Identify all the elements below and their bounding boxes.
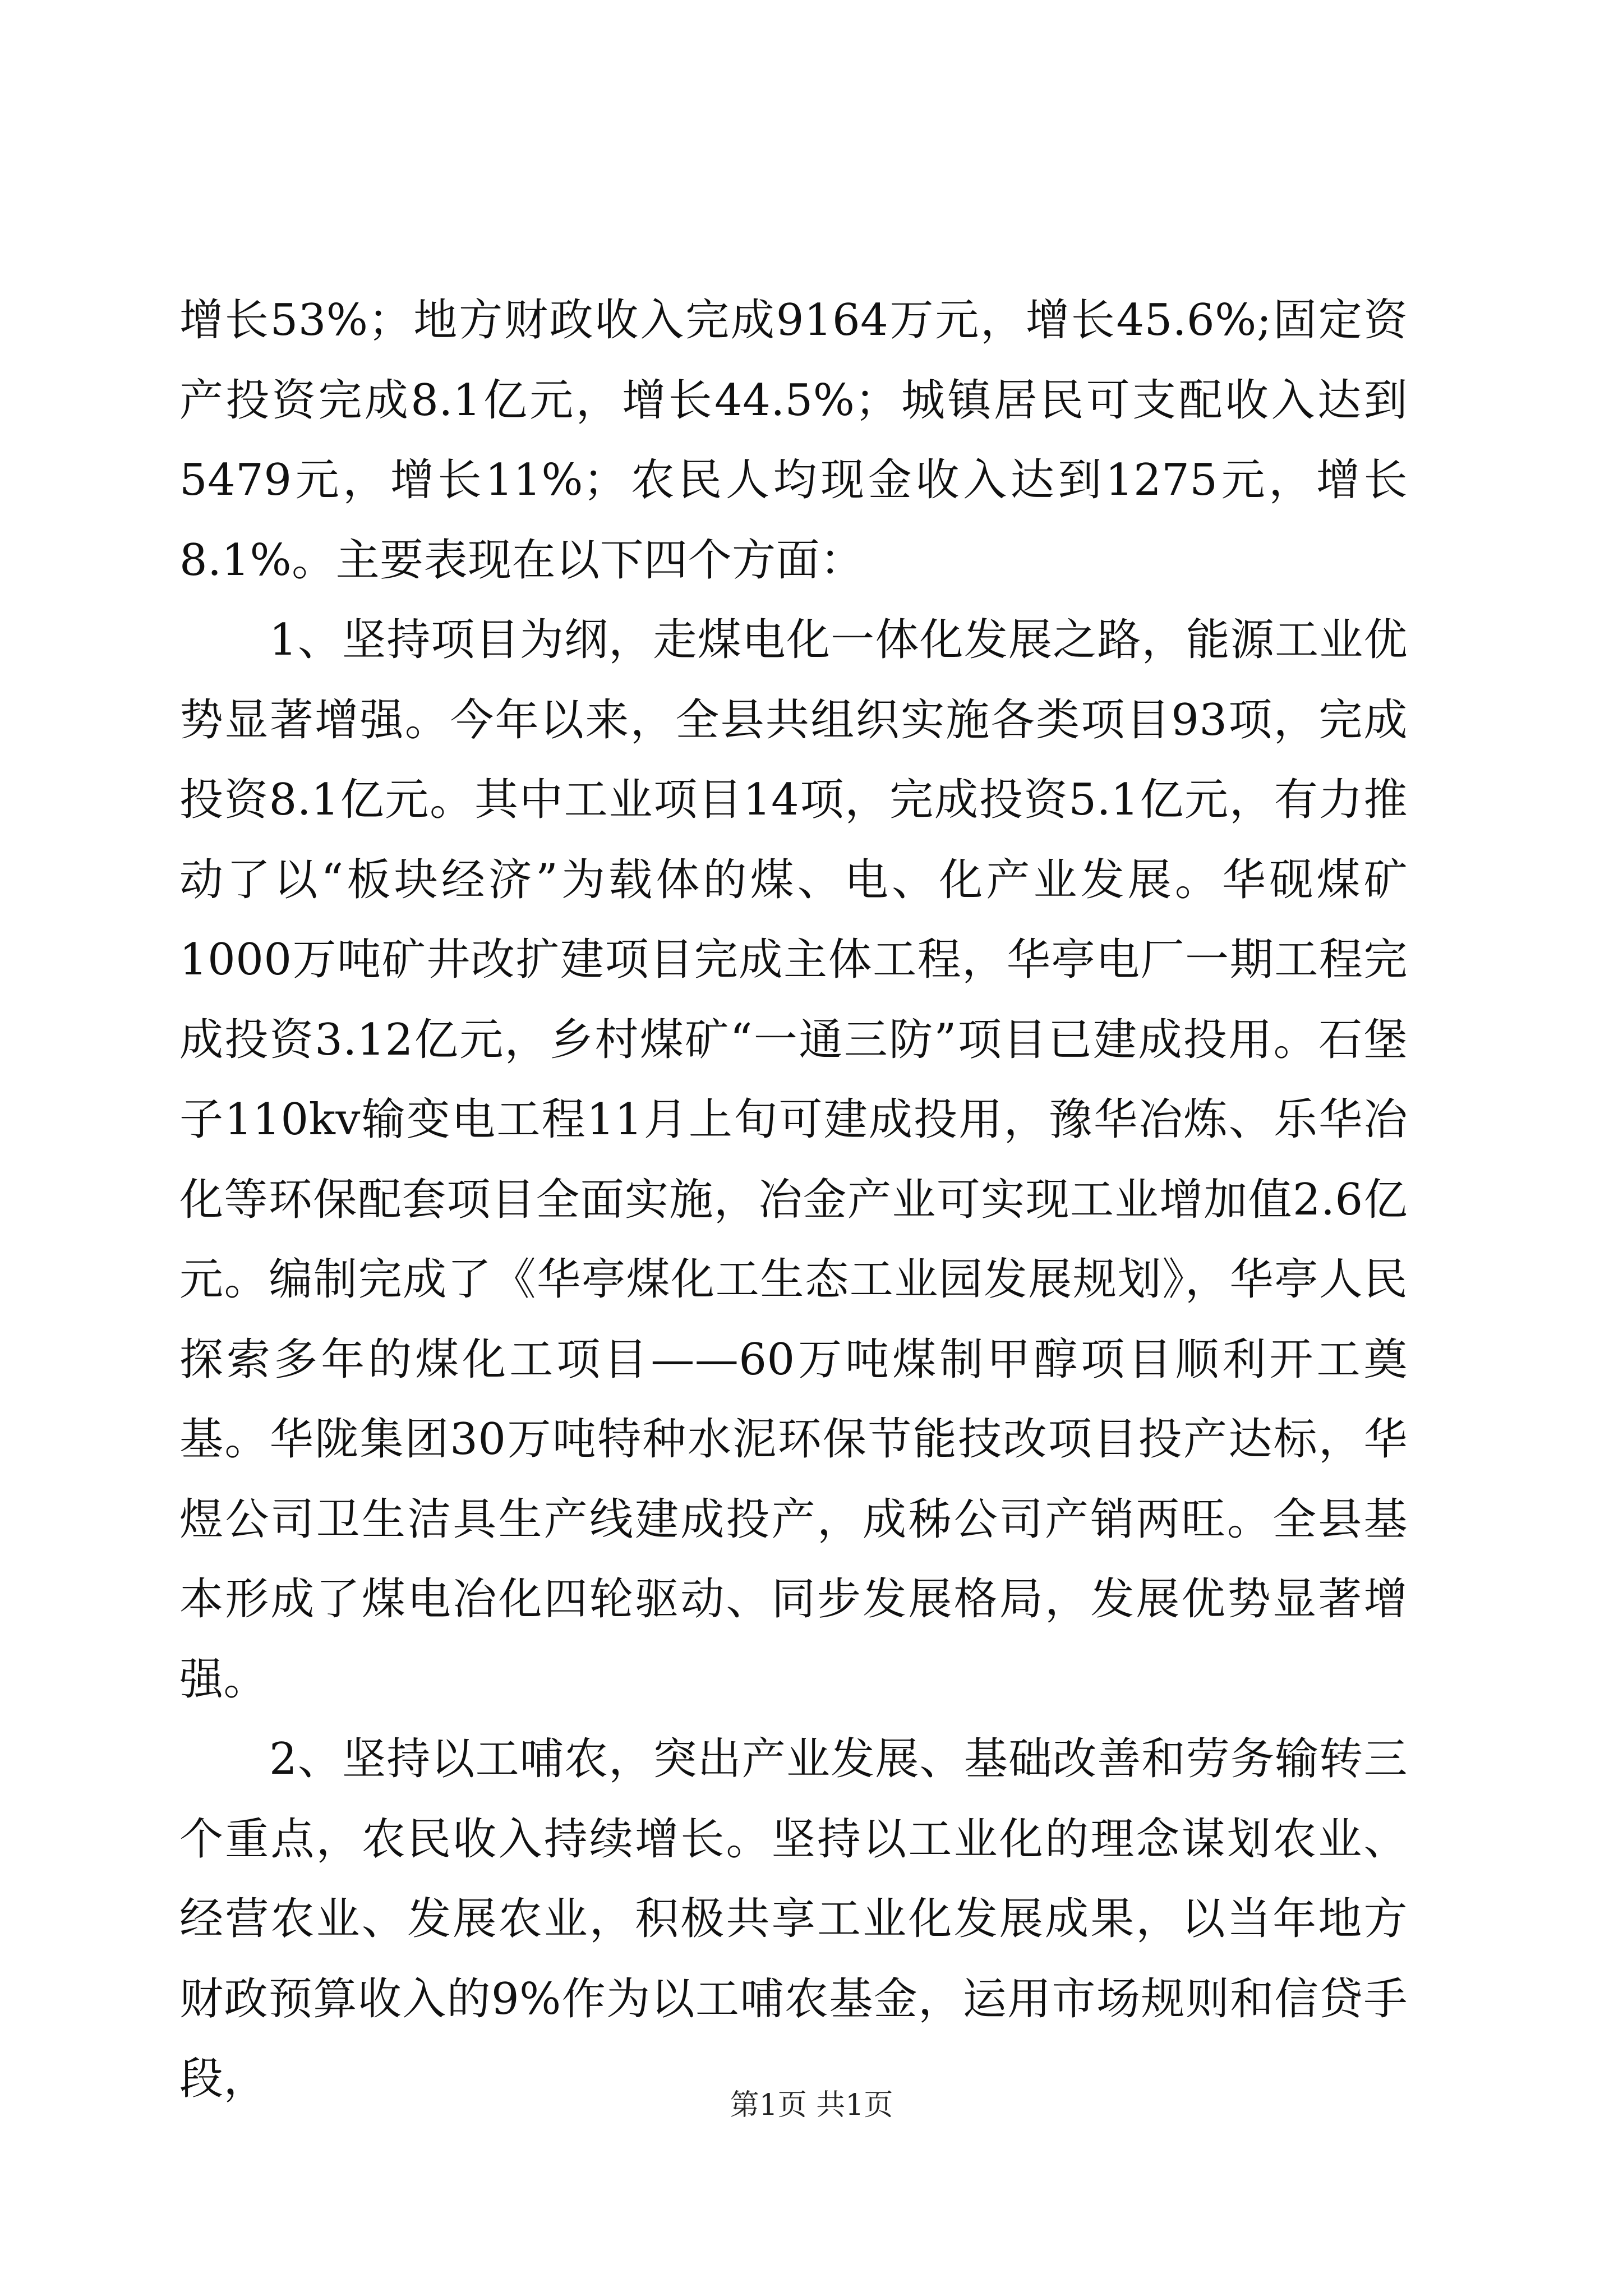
page-footer: 第1页 共1页 [730,2088,893,2122]
document-body [179,280,1408,2119]
paragraph-energy-industry: 1、坚持项目为纲，走煤电化一体化发展之路，能源工业优势显著增强。今年以来，全县共组织实施各类项目93项，完成投资8.1亿元。其中工业项目14项，完成投资5.1亿元，有力推动了以“板块经济”为载体的煤、电、化产业发展。华砚煤矿1000万吨矿井改扩建项目完成主体工程，华亭电厂一期工程完成投资3.12亿元，乡村煤矿“一通三防”项目已建成投用。石堡子110kv输变电工程11月上旬可建成投用，豫华冶炼、乐华冶化等环保配套项目全面实施，冶金产业可实现工业增加值2.6亿元。编制完成了《华亭煤化工生态工业园发展规划》，华亭人民探索多年的煤化工项目——60万吨煤制甲醇项目顺利开工奠基。华陇集团30万吨特种水泥环保节能技改项目投产达标，华煜公司卫生洁具生产线建成投产，成秭公司产销两旺。全县基本形成了煤电冶化四轮驱动、同步发展格局，发展优势显著增强。 [179,615,1408,1705]
paragraph-continuation: 增长53%；地方财政收入完成9164万元，增长45.6%;固定资产投资完成8.1亿元，增长44.5%；城镇居民可支配收入达到5479元，增长11%；农民人均现金收入达到1275元，增长8.1%。主要表现在以下四个方面： [179,295,1408,586]
paragraph-agriculture: 2、坚持以工哺农，突出产业发展、基础改善和劳务输转三个重点，农民收入持续增长。坚持以工业化的理念谋划农业、经营农业、发展农业，积极共享工业化发展成果，以当年地方财政预算收入的9%作为以工哺农基金，运用市场规则和信贷手段， [179,1734,1408,2104]
